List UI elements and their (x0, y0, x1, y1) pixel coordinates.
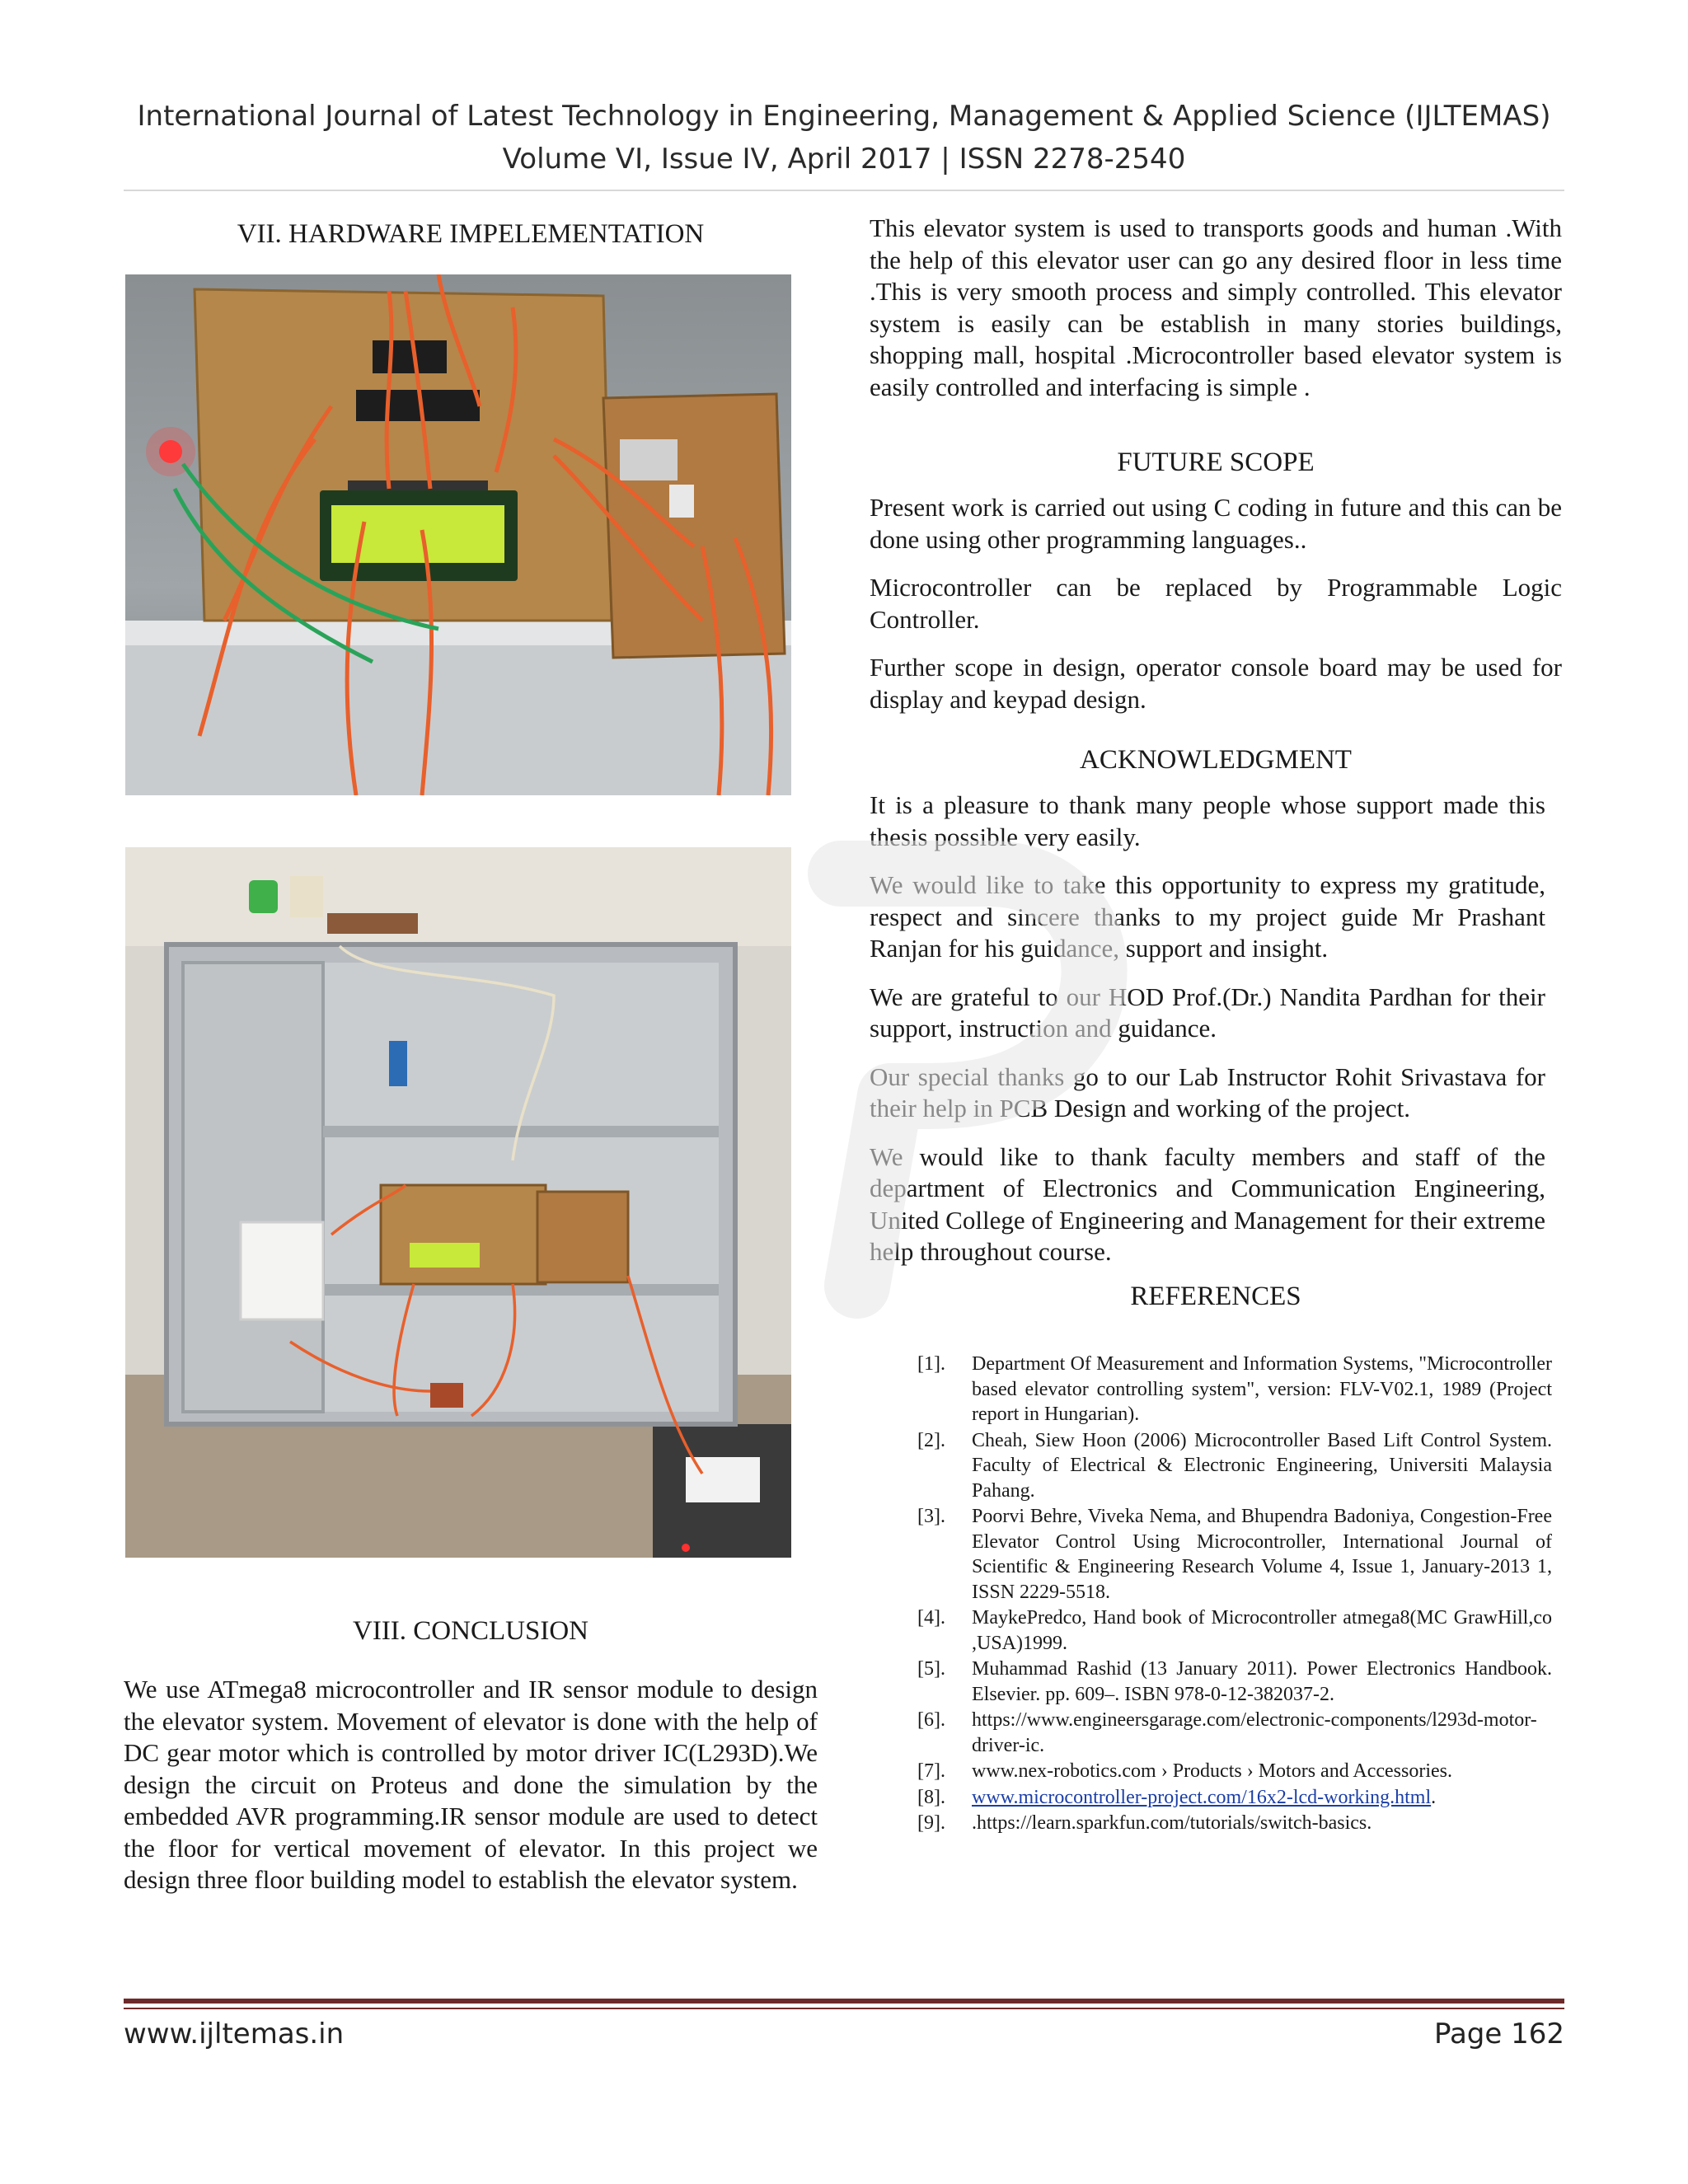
future-paragraph-1: Present work is carried out using C coding in future and this can be done using other programming languages.. (870, 493, 1562, 554)
conclusion-section-title: VIII. CONCLUSION (353, 1616, 588, 1646)
footer-website: www.ijltemas.in (124, 2018, 345, 2050)
reference-link[interactable]: www.microcontroller-project.com/16x2-lcd-working.html (972, 1786, 1432, 1808)
future-scope-title: FUTURE SCOPE (1117, 448, 1315, 477)
ack-paragraph-3: We are grateful to our HOD Prof.(Dr.) Nandita Pardhan for their support, instruction and guidance. (870, 982, 1545, 1043)
ack-paragraph-1: It is a pleasure to thank many people whose support made this thesis possible very easily. (870, 790, 1545, 851)
acknowledgment-title: ACKNOWLEDGMENT (1080, 745, 1352, 775)
journal-header (124, 95, 1564, 180)
header-divider (124, 190, 1564, 191)
references-list (917, 1352, 1552, 1837)
future-paragraph-3: Further scope in design, operator console board may be used for display and keypad design. (870, 653, 1562, 714)
reference-item: [9]. .https://learn.sparkfun.com/tutorials/switch-basics. (917, 1812, 1372, 1834)
footer-divider-thin (124, 2008, 1564, 2009)
journal-issue: Volume VI, Issue IV, April 2017 | ISSN 2278-2540 (502, 143, 1186, 176)
ack-paragraph-5: We would like to thank faculty members and staff of the department of Electronics and Communication Engineering, United College of Engineering and Management for their extreme help throughout course. (870, 1141, 1545, 1266)
reference-item: [4]. MaykePredco, Hand book of Microcontroller atmega8(MC GrawHill,co ,USA)1999. (917, 1607, 1552, 1654)
reference-item: [5]. Muhammad Rashid (13 January 2011). Power Electronics Handbook. Elsevier. pp. 609–. ISBN 978-0-12-382037-2. (917, 1658, 1552, 1705)
right-column (870, 213, 1562, 1315)
footer-page-number: Page 162 (1433, 2018, 1564, 2050)
hardware-section-title: VII. HARDWARE IMPELEMENTATION (237, 219, 705, 249)
ack-paragraph-4: Our special thanks go to our Lab Instructor Rohit Srivastava for their help in PCB Design and working of the project. (870, 1062, 1545, 1122)
references-title: REFERENCES (1130, 1281, 1301, 1311)
intro-paragraph: This elevator system is used to transports goods and human .With the help of this elevator user can go any desired floor in less time .This is very smooth process and simply controlled. This elevator system is easily can be establish in many stories buildings, shopping mall, hospital .Microcontroller based elevator system is easily controlled and interfacing is simple . (870, 213, 1562, 401)
future-paragraph-2: Microcontroller can be replaced by Programmable Logic Controller. (870, 573, 1562, 634)
reference-item: [3]. Poorvi Behre, Viveka Nema, and Bhupendra Badoniya, Congestion-Free Elevator Control Using Microcontroller, International Journal of Scientific & Engineering Research Volume 4, Issue 1, January-2013 1, ISSN 2229-5518. (917, 1506, 1552, 1603)
reference-item: [1]. Department Of Measurement and Information Systems, "Microcontroller based elevator controlling system", version: FLV-V02.1, 1989 (Project report in Hungarian). (917, 1353, 1552, 1425)
ack-paragraph-2: We would like to take this opportunity to express my gratitude, respect and sincere thanks to my project guide Mr Prashant Ranjan for his guidance, support and insight. (870, 870, 1545, 963)
left-column (124, 213, 818, 252)
journal-title: International Journal of Latest Technology in Engineering, Management & Applied Science (IJLTEMAS) (137, 100, 1551, 133)
hardware-photo-pcb (125, 274, 791, 795)
footer-divider-thick (124, 1999, 1564, 2004)
conclusion-section (124, 1613, 818, 1896)
reference-item: [7]. www.nex-robotics.com › Products › Motors and Accessories. (917, 1760, 1452, 1782)
reference-item: [2]. Cheah, Siew Hoon (2006) Microcontroller Based Lift Control System. Faculty of Electrical & Electronic Engineering, Universiti Malaysia Pahang. (917, 1429, 1552, 1502)
reference-item: [8]. www.microcontroller-project.com/16x2-lcd-working.html. (917, 1786, 1437, 1808)
hardware-photo-elevator-model (125, 847, 791, 1558)
conclusion-paragraph: We use ATmega8 microcontroller and IR sensor module to design the elevator system. Movement of elevator is done with the help of DC gear motor which is controlled by motor driver IC(L293D).We design the circuit on Proteus and done the simulation by the embedded AVR programming.IR sensor module are used to detect the floor for vertical movement of elevator. In this project we design three floor building model to establish the elevator system. (124, 1675, 818, 1894)
reference-item: [6]. https://www.engineersgarage.com/electronic-components/l293d-motor-driver-ic. (917, 1709, 1537, 1756)
